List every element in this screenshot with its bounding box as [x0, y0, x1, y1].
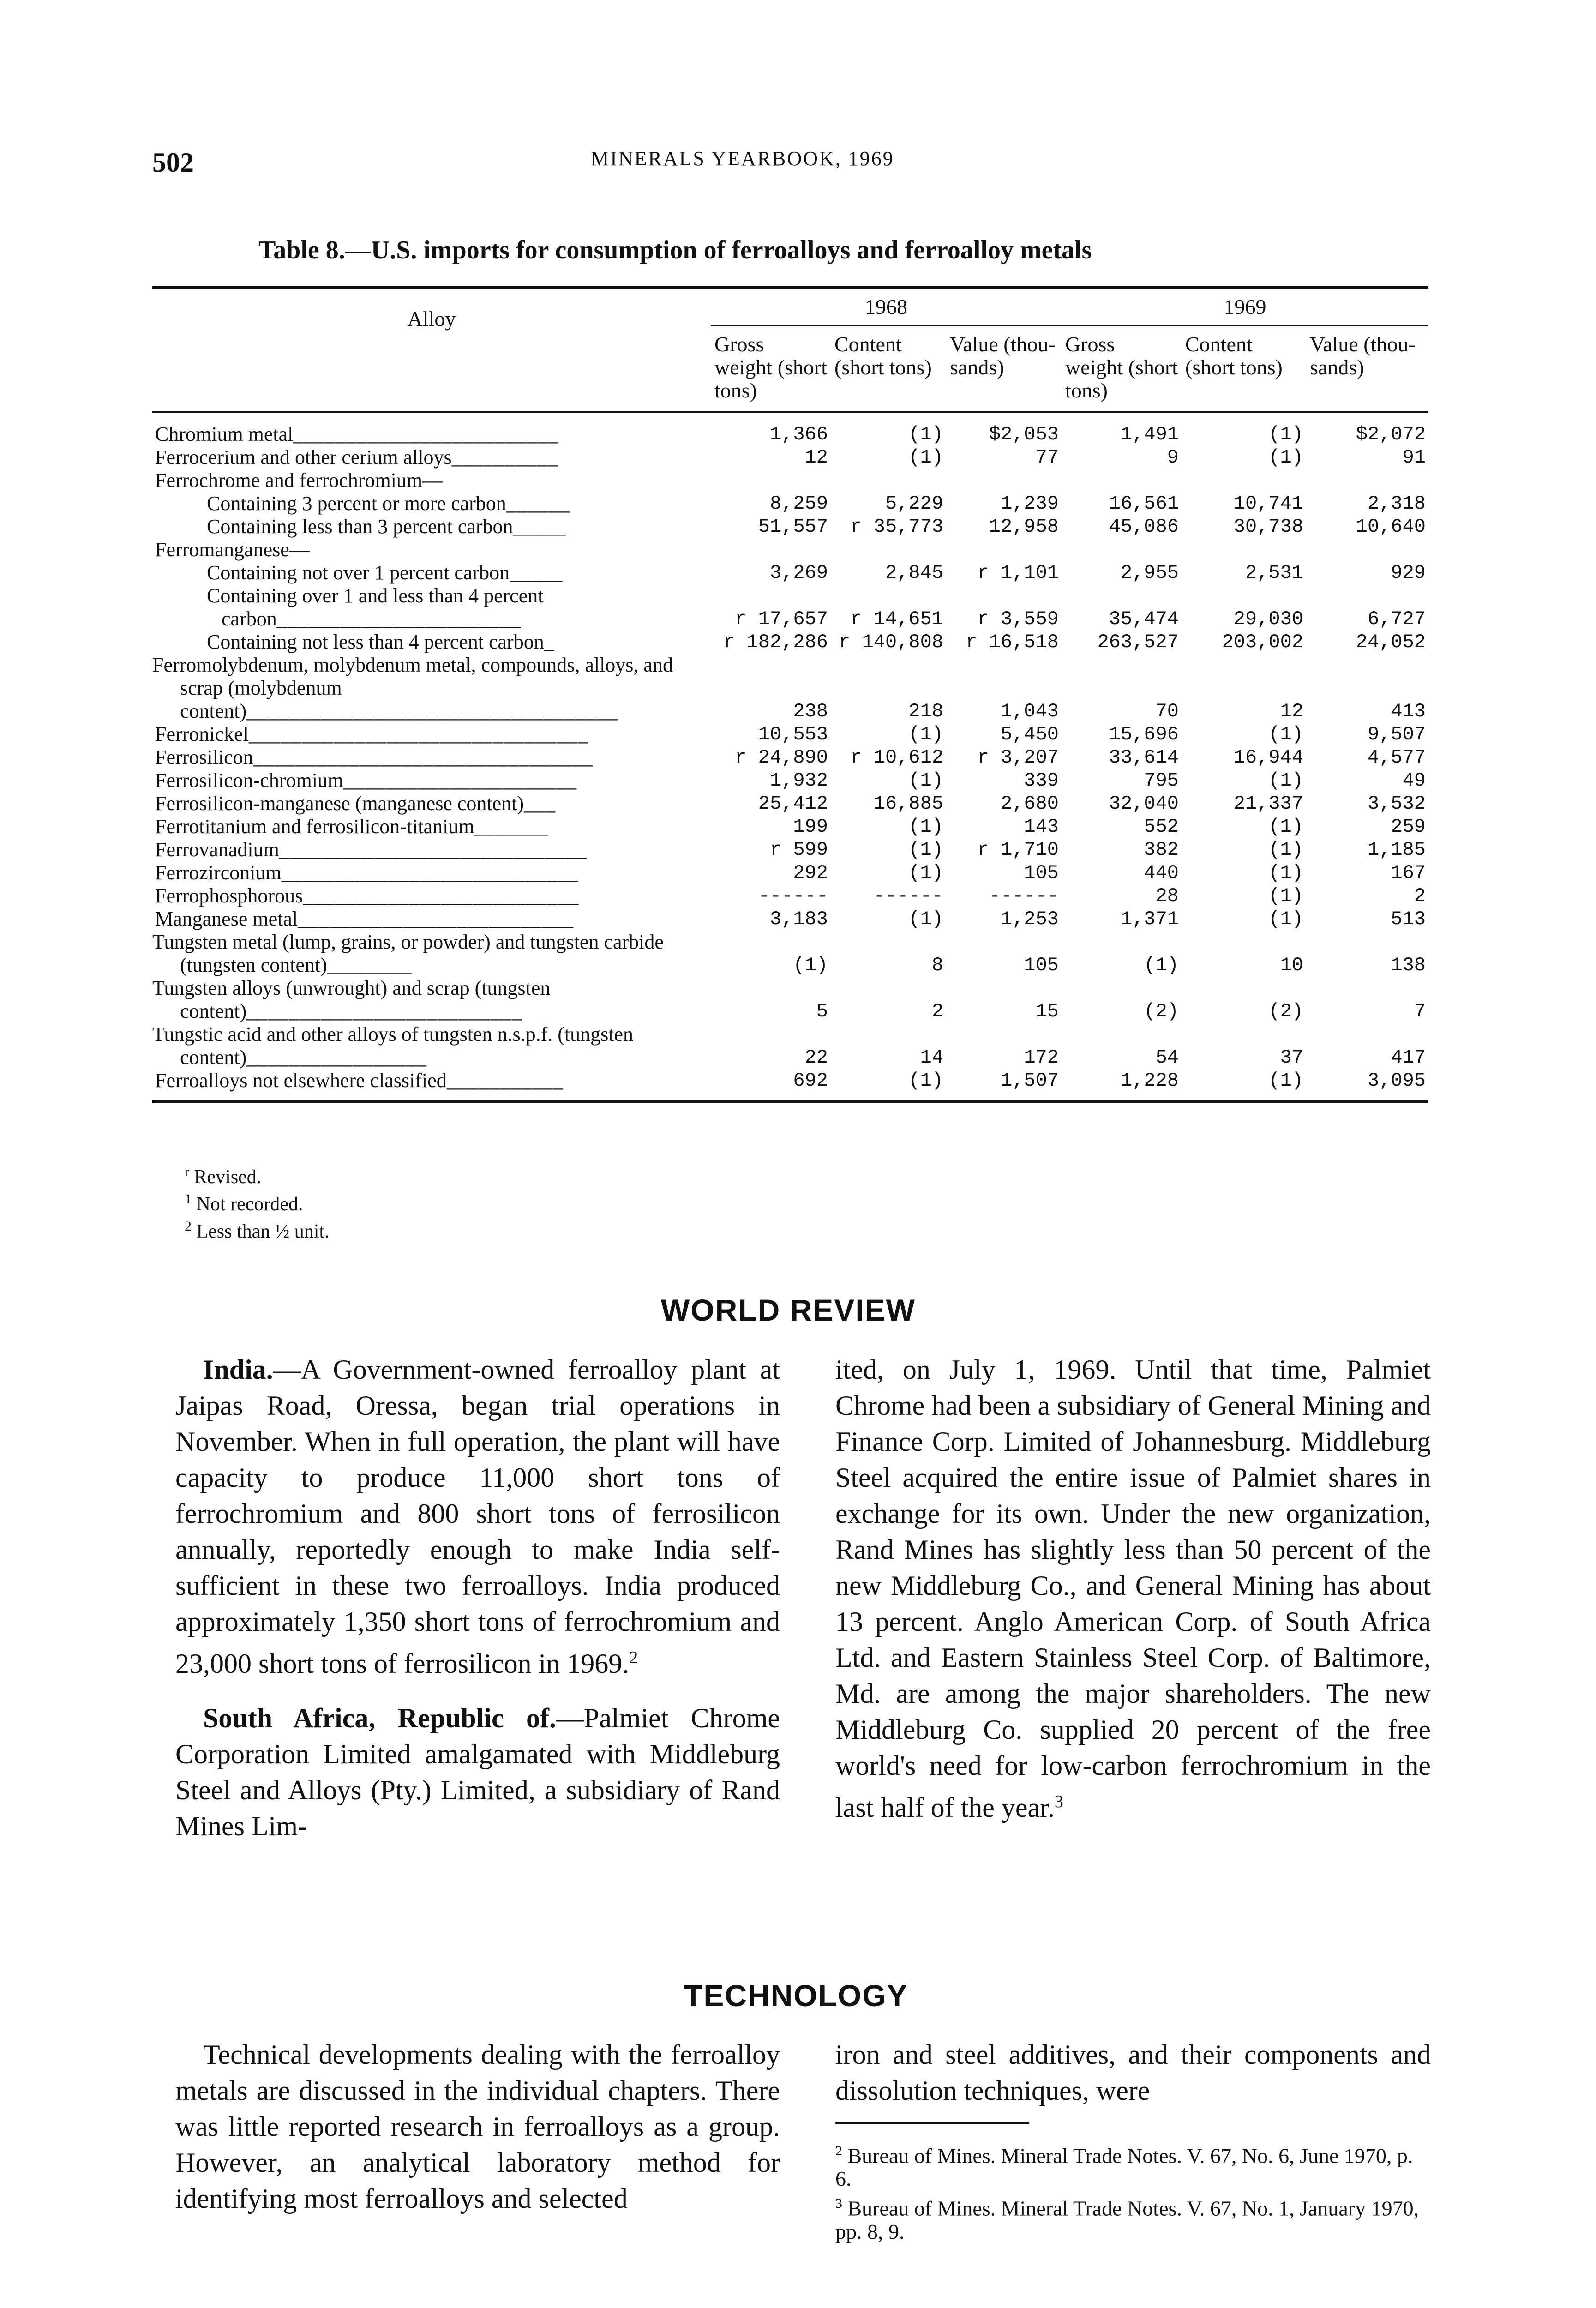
- table-row: [152, 538, 1428, 561]
- table-footnote: $^r$ Revised.: [185, 1164, 262, 1188]
- table-cell: 9: [1167, 446, 1179, 469]
- table-row: [152, 977, 1428, 1023]
- table-cell: (1): [908, 862, 943, 884]
- row-label: Containing not less than 4 percent carbon_: [207, 631, 555, 653]
- column-header: Gross weight (short tons): [1062, 326, 1182, 412]
- table-cell: 21,337: [1233, 793, 1303, 815]
- table-cell: [946, 538, 1062, 561]
- table-cell: 1,507: [946, 1069, 1062, 1102]
- table-cell: 6,727: [1367, 608, 1426, 630]
- year-header-1969: 1969: [1062, 289, 1428, 326]
- table-cell: r 10,612: [850, 746, 943, 769]
- table-cell: [1062, 469, 1182, 492]
- table-cell: 105: [1024, 862, 1059, 884]
- table-cell: [1306, 538, 1428, 561]
- table-cell: (1): [1268, 423, 1303, 445]
- world-review-heading: WORLD REVIEW: [661, 1293, 916, 1327]
- table-row: [152, 631, 1428, 654]
- table-cell: 10,640: [1356, 516, 1426, 538]
- column-header: Value (thou- sands): [946, 326, 1062, 412]
- table-cell: r 182,286: [723, 631, 828, 653]
- table-row: [152, 931, 1428, 977]
- table-cell: (2): [1144, 1000, 1179, 1022]
- row-label: Containing over 1 and less than 4 percent carbon_______________________: [207, 584, 544, 630]
- south-africa-continued: ited, on July 1, 1969. Until that time, Palmiet Chrome had been a subsidiary of General Mining and Finance Corp. Limited of Johannesburg. Middleburg Steel acquired the entire issue of Palmiet shares in exchange for its own. Under the new organization, Rand Mines has slightly less than 50 percent of the new Middleburg Co., and General Mining has about 13 percent. Anglo American Corp. of South Africa Ltd. and Eastern Stainless Steel Corp. of Baltimore, Md. are among the major shareholders. The new Middleburg Co. supplied 20 percent of the free world's need for low-carbon ferrochromium in the last half of the year.$^3$: [835, 1354, 1431, 1823]
- row-label: Ferromolybdenum, molybdenum metal, compounds, alloys, and scrap (molybdenum content)___________________________________: [152, 654, 673, 722]
- table-cell: r 3,559: [977, 608, 1059, 630]
- table-cell: 1,228: [1062, 1069, 1182, 1102]
- table-cell: (1): [1268, 862, 1303, 884]
- table-cell: 35,474: [1109, 608, 1179, 630]
- table-row: [152, 654, 1428, 723]
- technology-left-column: [175, 2037, 780, 2235]
- column-header: Content (short tons): [831, 326, 946, 412]
- table-cell: 9,507: [1367, 723, 1426, 745]
- table-cell: 30,738: [1233, 516, 1303, 538]
- table-cell: (1): [908, 723, 943, 745]
- table-row: [152, 746, 1428, 769]
- table-cell: [1182, 538, 1306, 561]
- table-cell: (1): [1268, 816, 1303, 838]
- table-cell: $2,053: [989, 423, 1059, 445]
- row-label: Containing less than 3 percent carbon_____: [207, 515, 566, 538]
- table-cell: 2,318: [1367, 493, 1426, 515]
- table-row: [152, 1023, 1428, 1069]
- technology-continued: iron and steel additives, and their components and dissolution techniques, were: [835, 2039, 1431, 2106]
- table-cell: 45,086: [1109, 516, 1179, 538]
- table-cell: [831, 538, 946, 561]
- row-label: Ferrosilicon________________________________: [155, 746, 593, 769]
- footnote-rule: [835, 2122, 1029, 2124]
- table-cell: [831, 469, 946, 492]
- table-cell: 14: [920, 1046, 943, 1069]
- table-cell: (1): [1268, 446, 1303, 469]
- column-header: Value (thou- sands): [1306, 326, 1428, 412]
- page-footnote: $^3$ Bureau of Mines. Mineral Trade Notes. V. 67, No. 1, January 1970, pp. 8, 9.: [835, 2196, 1419, 2243]
- world-review-right-column: [835, 1352, 1431, 1844]
- table-cell: 37: [1280, 1046, 1303, 1069]
- table-cell: r 1,710: [977, 839, 1059, 861]
- table-cell: 138: [1391, 954, 1426, 976]
- row-label: Containing 3 percent or more carbon______: [207, 492, 570, 515]
- table-cell: [1062, 538, 1182, 561]
- india-paragraph: India.—A Government-owned ferroalloy plant at Jaipas Road, Oressa, began trial operations in November. When in full operation, the plant will have capacity to produce 11,000 short tons of ferrochromium and 800 short tons of ferrosilicon annually, reportedly enough to make India self-sufficient in these two ferroalloys. India produced approximately 1,350 short tons of ferrochromium and 23,000 short tons of ferrosilicon in 1969.$^2$: [175, 1354, 780, 1679]
- table-cell: (1): [908, 423, 943, 445]
- page-number: 502: [152, 147, 194, 178]
- table-cell: 15: [1035, 1000, 1059, 1022]
- table-cell: 339: [1024, 769, 1059, 792]
- table-cell: 2: [931, 1000, 943, 1022]
- table-cell: 8,259: [769, 493, 828, 515]
- table-cell: 4,577: [1367, 746, 1426, 769]
- table-cell: 16,561: [1109, 493, 1179, 515]
- table-cell: 199: [793, 816, 828, 838]
- table-cell: ------: [873, 885, 943, 907]
- table-cell: 143: [1024, 816, 1059, 838]
- row-label: Ferromanganese—: [155, 538, 310, 561]
- table-cell: (1): [1268, 839, 1303, 861]
- table-cell: 1,366: [769, 423, 828, 445]
- table-cell: 32,040: [1109, 793, 1179, 815]
- table-cell: r 3,207: [977, 746, 1059, 769]
- table-cell: 263,527: [1097, 631, 1179, 653]
- table-cell: 1,185: [1367, 839, 1426, 861]
- table-cell: 51,557: [758, 516, 828, 538]
- table-cell: 3,269: [769, 562, 828, 584]
- year-header-1968: 1968: [711, 289, 1062, 326]
- table-cell: 8: [931, 954, 943, 976]
- table-cell: 15,696: [1109, 723, 1179, 745]
- table-cell: r 1,101: [977, 562, 1059, 584]
- column-header: Gross weight (short tons): [711, 326, 831, 412]
- table-cell: 2,531: [1245, 562, 1303, 584]
- table-cell: (1): [1268, 885, 1303, 907]
- table-row: [152, 492, 1428, 515]
- table-cell: 28: [1155, 885, 1179, 907]
- table-cell: 552: [1144, 816, 1179, 838]
- table-footnote: $^1$ Not recorded.: [185, 1191, 303, 1215]
- table-cell: 2: [1414, 885, 1426, 907]
- table-cell: 513: [1391, 908, 1426, 930]
- table-cell: [711, 538, 831, 561]
- table-cell: r 35,773: [850, 516, 943, 538]
- table-cell: ------: [989, 885, 1059, 907]
- table-cell: 172: [1024, 1046, 1059, 1069]
- row-label: Ferrozirconium____________________________: [155, 861, 579, 884]
- table-row: [152, 469, 1428, 492]
- table-cell: 3,095: [1306, 1069, 1428, 1102]
- table-row: [152, 815, 1428, 838]
- table-row: [152, 838, 1428, 861]
- page-footnote: $^2$ Bureau of Mines. Mineral Trade Notes. V. 67, No. 6, June 1970, p. 6.: [835, 2143, 1413, 2191]
- table-cell: 77: [1035, 446, 1059, 469]
- row-label: Containing not over 1 percent carbon_____: [207, 561, 563, 584]
- table-cell: [1182, 469, 1306, 492]
- table-cell: 49: [1402, 769, 1426, 792]
- table-cell: (1): [908, 816, 943, 838]
- table-cell: 440: [1144, 862, 1179, 884]
- table-cell: 5,229: [885, 493, 943, 515]
- table-cell: 70: [1155, 700, 1179, 722]
- table-cell: 382: [1144, 839, 1179, 861]
- table-cell: 218: [908, 700, 943, 722]
- table-cell: 12,958: [989, 516, 1059, 538]
- table-row: [152, 446, 1428, 469]
- table-cell: 238: [793, 700, 828, 722]
- page-footnotes: [835, 2140, 1431, 2245]
- table-cell: r 14,651: [850, 608, 943, 630]
- table-cell: 2,680: [1000, 793, 1059, 815]
- table-cell: 692: [711, 1069, 831, 1102]
- table-row: [152, 861, 1428, 884]
- table-row: [152, 908, 1428, 931]
- table-row: [152, 769, 1428, 792]
- table-row: [152, 723, 1428, 746]
- table-cell: 12: [804, 446, 828, 469]
- table-cell: 16,944: [1233, 746, 1303, 769]
- table-cell: (1): [1182, 1069, 1306, 1102]
- table-cell: 10,741: [1233, 493, 1303, 515]
- table-cell: 795: [1144, 769, 1179, 792]
- table-cell: 10,553: [758, 723, 828, 745]
- row-label: Manganese metal__________________________: [155, 908, 574, 930]
- world-review-left-column: [175, 1352, 780, 1863]
- column-header: Content (short tons): [1182, 326, 1306, 412]
- table-cell: (2): [1268, 1000, 1303, 1022]
- row-label: Ferrophosphorous__________________________: [155, 884, 579, 907]
- table-cell: 2,845: [885, 562, 943, 584]
- south-africa-paragraph: South Africa, Republic of.—Palmiet Chrome Corporation Limited amalgamated with Middleburg Steel and Alloys (Pty.) Limited, a subsidiary of Rand Mines Lim-: [175, 1703, 780, 1841]
- table-row: [152, 1069, 1428, 1102]
- row-label: Ferronickel________________________________: [155, 723, 588, 745]
- table-cell: (1): [908, 769, 943, 792]
- table-cell: 105: [1024, 954, 1059, 976]
- row-label: Ferrochrome and ferrochromium—: [155, 469, 443, 492]
- table-cell: 417: [1391, 1046, 1426, 1069]
- table-cell: 292: [793, 862, 828, 884]
- table-cell: 54: [1155, 1046, 1179, 1069]
- table-cell: 10: [1280, 954, 1303, 976]
- table-cell: 91: [1402, 446, 1426, 469]
- table-cell: 1,043: [1000, 700, 1059, 722]
- technology-right-column: [835, 2037, 1431, 2127]
- table-cell: 24,052: [1356, 631, 1426, 653]
- row-label: Tungstic acid and other alloys of tungsten n.s.p.f. (tungsten content)_________________: [152, 1023, 634, 1069]
- table-cell: 413: [1391, 700, 1426, 722]
- table-cell: 929: [1391, 562, 1426, 584]
- table-cell: 3,183: [769, 908, 828, 930]
- table-row: [152, 561, 1428, 584]
- table-cell: 29,030: [1233, 608, 1303, 630]
- table-cell: 7: [1414, 1000, 1426, 1022]
- table-cell: (1): [831, 1069, 946, 1102]
- table-cell: 5: [816, 1000, 828, 1022]
- table-cell: 1,371: [1120, 908, 1179, 930]
- table-cell: (1): [908, 908, 943, 930]
- table-footnotes: [185, 1161, 330, 1243]
- table-cell: r 16,518: [966, 631, 1059, 653]
- table-body: [152, 412, 1428, 1102]
- table-cell: (1): [793, 954, 828, 976]
- table-cell: 5,450: [1000, 723, 1059, 745]
- table-cell: 16,885: [873, 793, 943, 815]
- table-footnote: $^2$ Less than ½ unit.: [185, 1219, 330, 1242]
- table-cell: (1): [908, 839, 943, 861]
- table-cell: 2,955: [1120, 562, 1179, 584]
- table-cell: [711, 469, 831, 492]
- row-label: Ferrosilicon-chromium______________________: [155, 769, 577, 792]
- row-label: Ferrovanadium_____________________________: [155, 838, 587, 861]
- table-cell: [1306, 469, 1428, 492]
- table-row: [152, 792, 1428, 815]
- row-label: Ferrotitanium and ferrosilicon-titanium_______: [155, 815, 549, 838]
- table-row: [152, 884, 1428, 908]
- table-cell: 203,002: [1222, 631, 1303, 653]
- table-row: [152, 515, 1428, 538]
- table-cell: 1,253: [1000, 908, 1059, 930]
- row-label: Ferrosilicon-manganese (manganese content)___: [155, 792, 556, 815]
- table-cell: 22: [804, 1046, 828, 1069]
- table-cell: 3,532: [1367, 793, 1426, 815]
- table-cell: 1,932: [769, 769, 828, 792]
- table-cell: ------: [758, 885, 828, 907]
- running-head: MINERALS YEARBOOK, 1969: [591, 147, 894, 170]
- table-cell: 167: [1391, 862, 1426, 884]
- table-cell: (1): [1144, 954, 1179, 976]
- table-cell: (1): [1268, 769, 1303, 792]
- table-cell: 259: [1391, 816, 1426, 838]
- table-cell: r 599: [769, 839, 828, 861]
- table-cell: 33,614: [1109, 746, 1179, 769]
- table-cell: (1): [1268, 908, 1303, 930]
- row-label: Ferrocerium and other cerium alloys__________: [155, 446, 558, 469]
- table-cell: 12: [1280, 700, 1303, 722]
- table-cell: (1): [908, 446, 943, 469]
- table-cell: 1,239: [1000, 493, 1059, 515]
- table-title: Table 8.—U.S. imports for consumption of ferroalloys and ferroalloy metals: [258, 236, 1092, 264]
- technology-paragraph: Technical developments dealing with the ferroalloy metals are discussed in the individual chapters. There was little reported research in ferroalloys as a group. However, an analytical laboratory method for identifying most ferroalloys and selected: [175, 2039, 780, 2214]
- table-cell: [946, 469, 1062, 492]
- table-row: [152, 412, 1428, 446]
- row-label: Chromium metal_________________________: [155, 423, 559, 445]
- imports-table: [152, 286, 1428, 1103]
- table-cell: 25,412: [758, 793, 828, 815]
- table-cell: (1): [1268, 723, 1303, 745]
- row-label: Tungsten metal (lump, grains, or powder) and tungsten carbide (tungsten content)________: [152, 931, 664, 976]
- alloy-column-header: Alloy: [152, 289, 711, 412]
- row-label: Tungsten alloys (unwrought) and scrap (tungsten content)__________________________: [152, 977, 551, 1022]
- table-row: [152, 584, 1428, 631]
- table-cell: r 140,808: [839, 631, 943, 653]
- table-cell: 1,491: [1120, 423, 1179, 445]
- table-cell: r 24,890: [735, 746, 828, 769]
- table-cell: r 17,657: [735, 608, 828, 630]
- table-cell: $2,072: [1356, 423, 1426, 445]
- technology-heading: TECHNOLOGY: [684, 1978, 908, 2013]
- row-label: Ferroalloys not elsewhere classified___________: [152, 1069, 711, 1102]
